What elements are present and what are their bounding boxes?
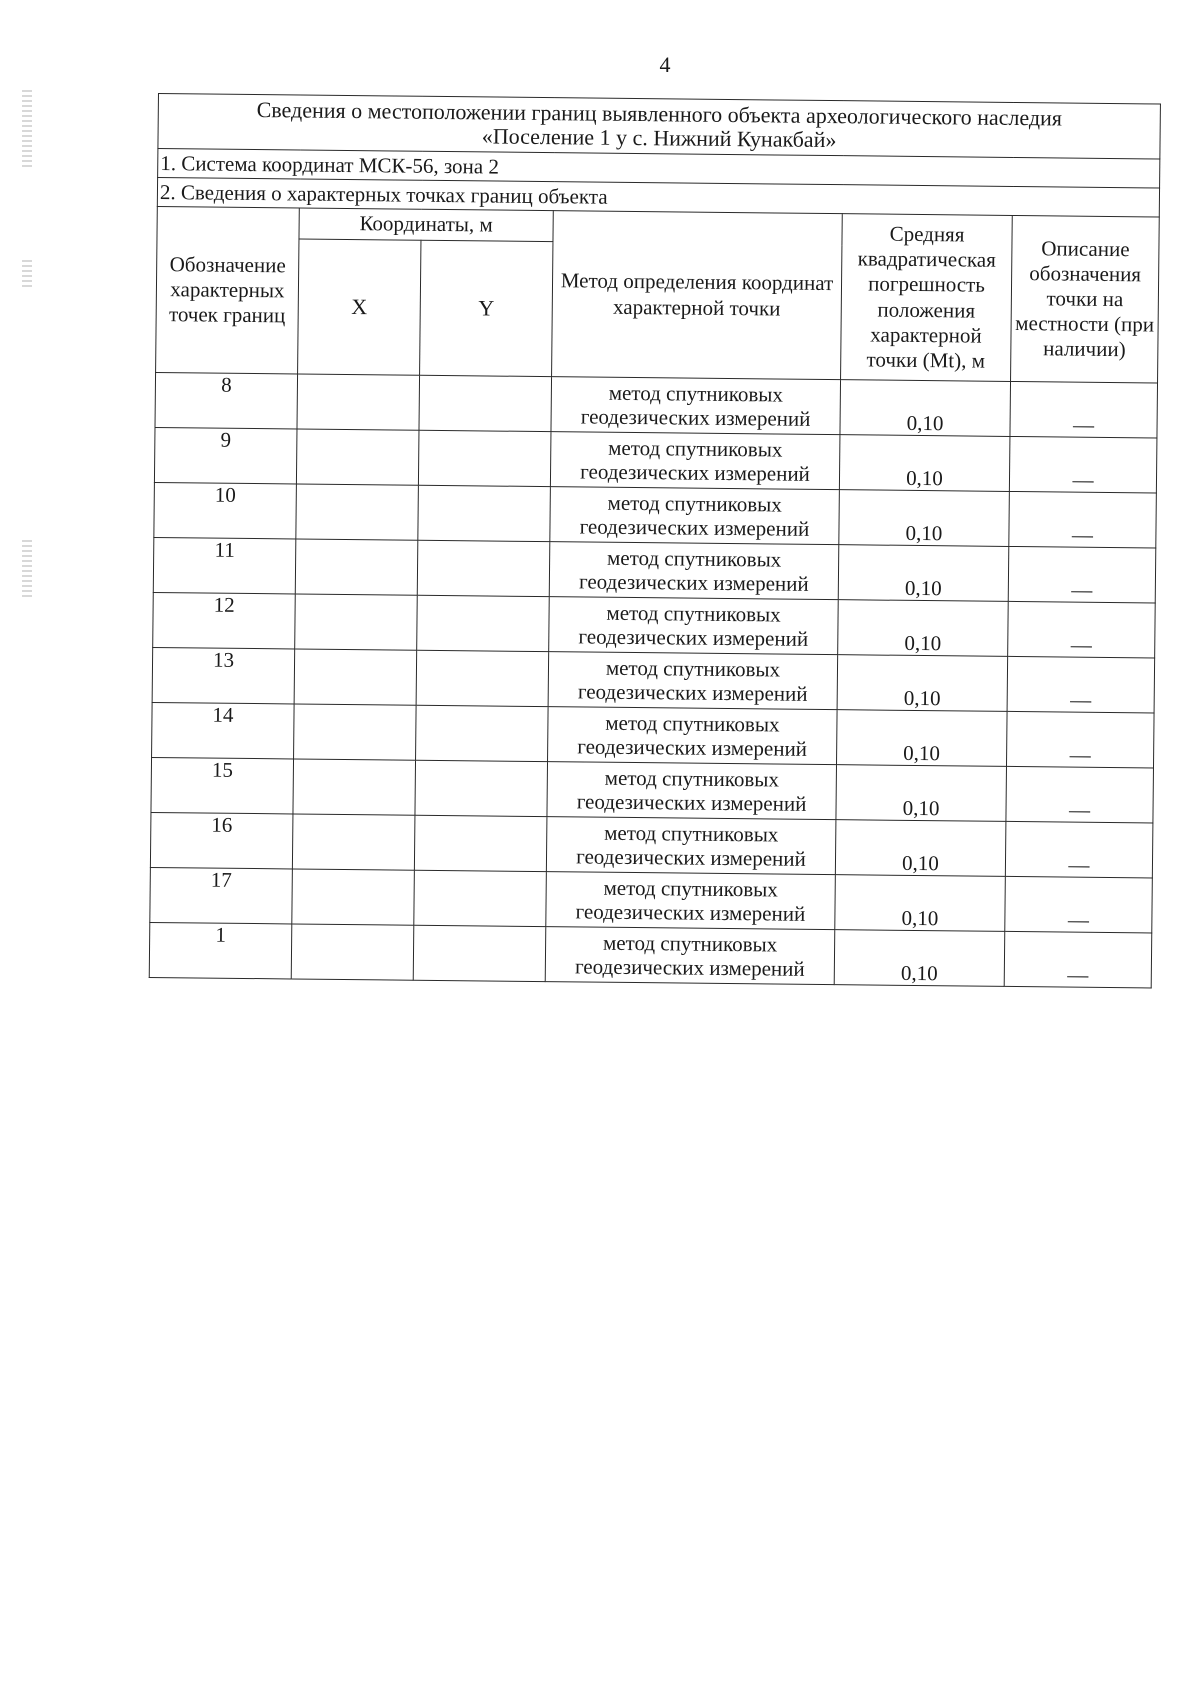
accuracy-cell: 0,10: [835, 820, 1006, 877]
point-number-cell: 15: [151, 757, 294, 813]
description-cell: —: [1009, 436, 1157, 493]
coordinate-y-cell: [414, 870, 547, 926]
accuracy-cell: 0,10: [835, 875, 1006, 932]
accuracy-cell: 0,10: [837, 655, 1008, 712]
coordinate-y-cell: [413, 925, 546, 981]
title-line-1: Сведения о местоположении границ выявленного объекта археологического наследия: [256, 96, 1063, 131]
header-coordinates: Координаты, м: [299, 208, 553, 242]
description-cell: —: [1006, 766, 1154, 823]
method-cell: метод спутниковых геодезических измерений: [548, 652, 838, 710]
header-accuracy: Средняя квадратическая погрешность положения характерной точки (Mt), м: [841, 214, 1013, 382]
title-line-2: «Поселение 1 у с. Нижний Кунакбай»: [481, 123, 837, 153]
coordinate-y-cell: [417, 595, 550, 651]
coordinate-x-cell: [293, 759, 416, 815]
method-cell: метод спутниковых геодезических измерений: [545, 927, 835, 985]
coordinate-y-cell: [419, 375, 552, 431]
page-number: 4: [659, 52, 671, 77]
coordinate-x-cell: [296, 484, 419, 540]
method-cell: метод спутниковых геодезических измерений: [547, 762, 837, 820]
method-cell: метод спутниковых геодезических измерений: [549, 597, 839, 655]
method-cell: метод спутниковых геодезических измерений: [549, 542, 839, 600]
coordinate-x-cell: [292, 869, 415, 925]
point-number-cell: 1: [149, 922, 292, 978]
scan-artifact: [22, 260, 32, 290]
scan-artifact: [22, 540, 32, 600]
coordinate-y-cell: [418, 485, 551, 541]
point-number-cell: 11: [153, 537, 296, 593]
accuracy-cell: 0,10: [840, 380, 1011, 437]
description-cell: —: [1008, 546, 1156, 603]
header-description: Описание обозначения точки на местности (при наличии): [1011, 215, 1160, 383]
point-number-cell: 12: [153, 592, 296, 648]
description-cell: —: [1005, 821, 1153, 878]
description-cell: —: [1007, 656, 1155, 713]
coordinate-x-cell: [294, 704, 417, 760]
coordinate-y-cell: [418, 430, 551, 486]
description-cell: —: [1010, 381, 1158, 438]
point-number-cell: 14: [152, 702, 295, 758]
point-number-cell: 9: [154, 427, 297, 483]
accuracy-cell: 0,10: [839, 490, 1010, 547]
accuracy-cell: 0,10: [838, 545, 1009, 602]
description-cell: —: [1004, 931, 1152, 988]
coordinate-system: 1. Система координат МСК-56, зона 2: [158, 149, 1160, 188]
accuracy-cell: 0,10: [837, 710, 1008, 767]
boundary-points-table: [149, 93, 1161, 988]
coordinate-y-cell: [415, 760, 548, 816]
points-section-heading: 2. Сведения о характерных точках границ объекта: [157, 178, 1159, 217]
coordinate-x-cell: [295, 594, 418, 650]
header-x: X: [298, 239, 421, 375]
point-number-cell: 16: [150, 812, 293, 868]
coordinate-y-cell: [416, 650, 549, 706]
method-cell: метод спутниковых геодезических измерений: [546, 872, 836, 930]
coordinate-x-cell: [297, 374, 420, 430]
coordinate-x-cell: [292, 814, 415, 870]
point-number-cell: 17: [150, 867, 293, 923]
coordinate-x-cell: [296, 429, 419, 485]
scan-artifact: [22, 90, 32, 170]
header-method: Метод определения координат характерной точки: [552, 211, 843, 380]
table-row: [149, 922, 1152, 987]
coordinate-x-cell: [291, 924, 414, 980]
coordinate-x-cell: [294, 649, 417, 705]
header-y: Y: [420, 240, 553, 376]
method-cell: метод спутниковых геодезических измерений: [550, 432, 840, 490]
point-number-cell: 13: [152, 647, 295, 703]
coordinate-x-cell: [295, 539, 418, 595]
description-cell: —: [1009, 491, 1157, 548]
coordinate-y-cell: [417, 540, 550, 596]
accuracy-cell: 0,10: [839, 435, 1010, 492]
accuracy-cell: 0,10: [836, 765, 1007, 822]
description-cell: —: [1005, 876, 1153, 933]
document-sheet: [149, 93, 1160, 988]
point-number-cell: 10: [154, 482, 297, 538]
accuracy-cell: 0,10: [834, 930, 1005, 987]
point-number-cell: 8: [155, 372, 298, 428]
accuracy-cell: 0,10: [838, 600, 1009, 657]
method-cell: метод спутниковых геодезических измерений: [550, 487, 840, 545]
method-cell: метод спутниковых геодезических измерений: [551, 377, 841, 435]
coordinate-y-cell: [414, 815, 547, 871]
description-cell: —: [1006, 711, 1154, 768]
method-cell: метод спутниковых геодезических измерений: [548, 707, 838, 765]
method-cell: метод спутниковых геодезических измерений: [546, 817, 836, 875]
coordinate-y-cell: [416, 705, 549, 761]
description-cell: —: [1008, 601, 1156, 658]
header-designation: Обозначение характерных точек границ: [156, 206, 300, 373]
